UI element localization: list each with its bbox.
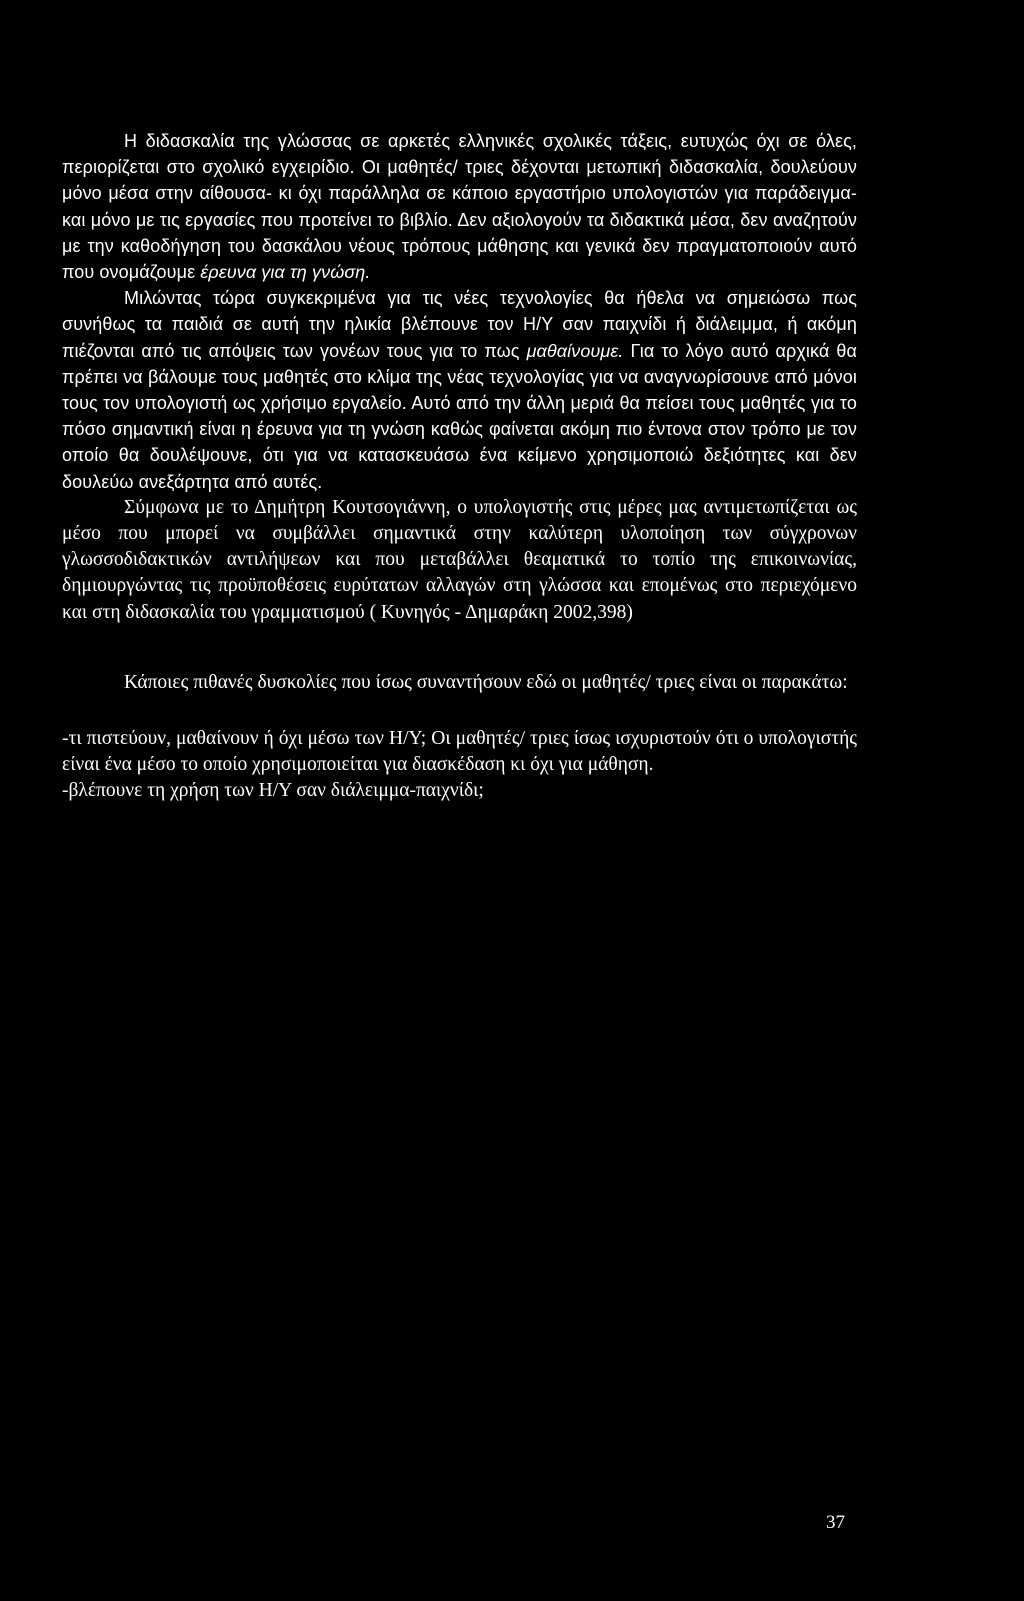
- paragraph-intro-text: Η διδασκαλία της γλώσσας σε αρκετές ελληνικές σχολικές τάξεις, ευτυχώς όχι σε όλες, περιορίζεται στο σχολικό εγχειρίδιο. Οι μαθητές/ τριες δέχονται μετωπική διδασκαλία, δουλεύουν μόνο μέσα στην αίθουσα- κι όχι παράλληλα σε κάποιο εργαστήριο υπολογιστών για παράδειγμα- και μόνο με τις εργασίες που προτείνει το βιβλίο. Δεν αξιολογούν τα διδακτικά μέσα, δεν αναζητούν με την καθοδήγηση του δασκάλου νέους τρόπους μάθησης και γενικά δεν πραγματοποιούν αυτό που ονομάζουμε: [62, 131, 857, 283]
- paragraph-technology-italic: μαθαίνουμε.: [526, 340, 624, 361]
- paragraph-intro-italic: έρευνα για τη γνώση.: [200, 262, 371, 283]
- paragraph-technology-text-a: Μιλώντας τώρα συγκεκριμένα για τις νέες τεχνολογίες θα ήθελα να σημειώσω πως συνήθως τα παιδιά σε αυτή την ηλικία βλέπουνε τον Η/Υ σαν παιχνίδι ή διάλειμμα, ή ακόμη πιέζονται από τις απόψεις των γονέων τους για το πως: [62, 288, 857, 361]
- paragraph-technology: [62, 285, 857, 495]
- paragraph-koutsogiannis: Σύμφωνα με το Δημήτρη Κουτσογιάννη, ο υπολογιστής στις μέρες μας αντιμετωπίζεται ως μέσο που μπορεί να συμβάλλει σημαντικά στην καλύτερη υλοποίηση των σύγχρονων γλωσσοδιδακτικών αντιλήψεων και που μεταβάλλει θεαματικά το τοπίο της επικοινωνίας, δημιουργώντας τις προϋποθέσεις ευρύτατων αλλαγών στη γλώσσα και επομένως στο περιεχόμενο και στη διδασκαλία του γραμματισμού ( Κυνηγός - Δημαράκη 2002,398): [62, 496, 857, 623]
- paragraph-list-item-1: -τι πιστεύουν, μαθαίνουν ή όχι μέσω των Η/Υ; Οι μαθητές/ τριες ίσως ισχυριστούν ότι ο υπολογιστής είναι ένα μέσο το οποίο χρησιμοποιείται για διασκέδαση κι όχι για μάθηση.: [62, 728, 857, 776]
- paragraph-intro: [62, 128, 857, 285]
- paragraph-difficulties: Κάποιες πιθανές δυσκολίες που ίσως συναντήσουν εδώ οι μαθητές/ τριες είναι οι παρακάτω:: [124, 671, 848, 693]
- paragraph-list-item-2: -βλέπουνε τη χρήση των Η/Υ σαν διάλειμμα-παιχνίδι;: [62, 780, 484, 802]
- document-body: [62, 128, 857, 805]
- page-number: 37: [826, 1512, 845, 1533]
- paragraph-technology-text-b: Για το λόγο αυτό αρχικά θα πρέπει να βάλουμε τους μαθητές στο κλίμα της νέας τεχνολογίας για να αναγνωρίσουνε από μόνοι τους τον υπολογιστή ως χρήσιμο εργαλείο. Αυτό από την άλλη μεριά θα πείσει τους μαθητές για το πόσο σημαντική είναι η έρευνα για τη γνώση καθώς φαίνεται ακόμη πιο έντονα στον τρόπο με τον οποίο θα δουλέψουνε, ότι για να κατασκευάσω ένα κείμενο χρησιμοποιώ δεξιότητες και δεν δουλεύω ανεξάρτητα από αυτές.: [62, 340, 857, 492]
